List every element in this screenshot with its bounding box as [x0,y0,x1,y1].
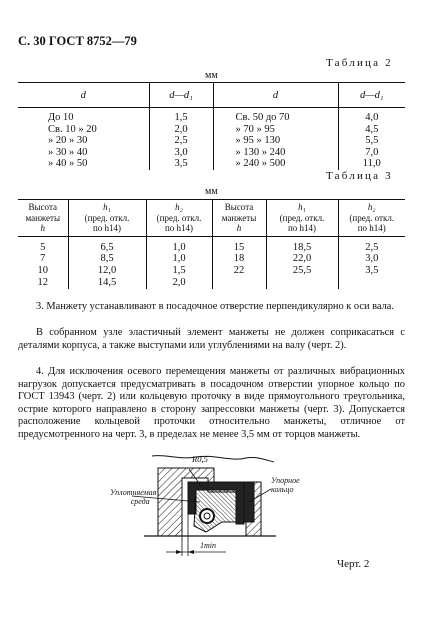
label-retaining-ring-2: кольцо [271,485,294,494]
table-cell: 12 [18,277,68,289]
table-cell: 22 [212,265,266,277]
t3-h2-tol-2b: по h14) [357,223,386,233]
table-row [18,158,405,170]
t3-height-label-1: Высота [28,202,57,212]
table-cell: » 70 » 95 [213,124,338,136]
t3-header-h2-2 [338,200,405,237]
drawing-seal-assembly [96,452,296,576]
t3-h2-tol-1b: (пред. откл. [349,212,395,223]
t3-h2-symbol: h₂ [175,202,183,212]
table-cell: 2,0 [149,124,213,136]
dim-arrow-1 [176,550,182,554]
t3-height-symbol-b: h [236,223,242,233]
t3-header-h1-2 [266,200,338,237]
table-cell: 2,5 [149,135,213,147]
table-cell: 3,0 [149,147,213,159]
table-cell: 25,5 [266,265,338,277]
elastic-element [194,490,236,532]
table-row [18,147,405,159]
table-cell [266,277,338,289]
t2-header-diff-left: d—d₁ [149,83,213,108]
t3-header-height [18,200,68,237]
t3-h1-symbol: h₁ [103,202,111,212]
t3-height-label-1b: Высота [224,202,254,212]
paragraph-3: 3. Манжету устанавливают в посадочное отверстие перпендикулярно к оси вала. [36,301,394,312]
label-sealed-medium [110,488,156,506]
break-line [152,456,274,462]
table-cell: 14,5 [68,277,146,289]
table-cell: 11,0 [362,158,381,169]
t3-height-label-2b: манжеты [221,212,257,223]
table-cell [212,277,266,289]
table-cell: До 10 [18,112,149,124]
t2-header-diff-right: d—d₁ [338,83,405,108]
label-sealed-medium-2: среда [130,497,150,506]
table-cell: 4,5 [365,123,379,135]
table-cell: 3,0 [365,253,379,265]
t3-height-label-2: манжеты [25,212,61,223]
table-cell: 10 [18,265,68,277]
t3-h2-symbol-b: h₂ [367,202,376,212]
table3-caption: Таблица 3 [326,170,393,182]
table-row [18,112,405,124]
dimension-label: 1min [200,541,216,550]
table-cell: Св. 10 » 20 [18,124,149,136]
table-cell: 18,5 [266,242,338,254]
table-row [18,253,405,265]
table-row [18,124,405,136]
t3-h1-tol-1: (пред. откл. [84,212,130,223]
t3-h1-tol-1b: (пред. откл. [279,212,325,223]
table-cell: 3,5 [365,265,379,277]
table-cell: 22,0 [266,253,338,265]
table-cell: 5 [18,242,68,254]
table-cell: 1,0 [146,253,212,265]
table-cell: 1,5 [146,265,212,277]
table2-unit: мм [205,70,218,81]
table-cell: » 40 » 50 [18,158,149,170]
spring-icon [200,509,214,523]
label-sealed-medium-1: Уплотняемая [110,488,157,497]
paragraph-assembly: В собранном узле эластичный элемент манжеты не должен соприкасаться с деталями корпуса, а также выступами или углублениями на валу (черт. 2). [18,327,405,351]
table-cell: 7 [18,253,68,265]
table-row [18,135,405,147]
table-cell: » 240 » 500 [213,158,338,170]
table-cell: 6,5 [68,242,146,254]
radius-label: R0,5 [192,454,208,464]
label-retaining-ring-1: Упорное [271,476,300,485]
figure-caption: Черт. 2 [337,558,370,570]
table-row [18,265,405,277]
t3-h2-tol-2: по h14) [164,223,194,233]
t3-h1-symbol-b: h₁ [298,202,306,212]
table-2 [18,82,405,170]
table-cell: » 30 » 40 [18,147,149,159]
t3-h1-tol-2: по h14) [92,223,122,233]
table-cell: » 95 » 130 [213,135,338,147]
dim-arrow-2 [188,550,194,554]
t2-header-d-left: d [18,83,149,108]
table-row [18,277,405,289]
table-row [18,242,405,254]
table-cell: 12,0 [68,265,146,277]
table-cell: 2,5 [365,241,379,253]
t3-h2-tol-1: (пред. откл. [156,212,202,223]
table-cell: 3,5 [149,158,213,170]
t3-header-h1 [68,200,146,237]
table-cell: » 20 » 30 [18,135,149,147]
table-cell: 5,5 [365,135,379,146]
table3-unit: мм [205,186,218,197]
table-cell: 1,5 [149,112,213,124]
table-cell: 15 [212,242,266,254]
t3-header-height-2 [212,200,266,237]
table-cell: Св. 50 до 70 [213,112,338,124]
paragraph-4: 4. Для исключения осевого перемещения манжеты от различных вибрационных нагрузок допускается предусматривать в посадочном отверстии упорное кольцо по ГОСТ 13943 (черт. 2) или кольцевую проточку в виде прямоугольного треугольника, острие которого направлено в сторону запрессовки манжеты (черт. 3). Допускается расположение кольцевой проточки относительно манжеты, отличное от предусмотренного на черт. 3, в пределах не менее 3,5 мм от торцов манжеты. [18,366,405,440]
t2-header-d-right: d [213,83,338,108]
t3-height-symbol: h [40,223,45,233]
table2-caption: Таблица 2 [326,57,393,69]
table-cell: » 130 » 240 [213,147,338,159]
table-cell: 18 [212,253,266,265]
label-retaining-ring [271,476,300,494]
t3-header-h2 [146,200,212,237]
table-cell: 2,0 [146,277,212,289]
table-cell: 1,0 [146,242,212,254]
table-cell [338,277,405,289]
t3-h1-tol-2b: по h14) [287,223,317,233]
table-cell: 4,0 [365,112,379,123]
table-3 [18,199,405,289]
table-cell: 7,0 [365,146,379,158]
page-header: С. 30 ГОСТ 8752—79 [18,34,137,48]
table-cell: 8,5 [68,253,146,265]
